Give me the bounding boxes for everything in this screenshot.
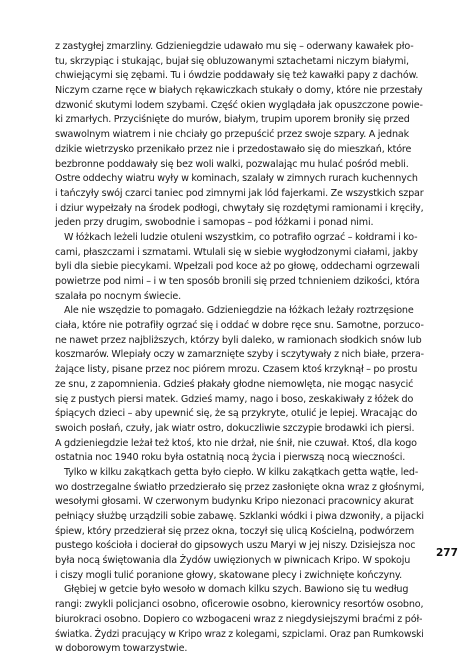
text-line: Ale nie wszędzie to pomagało. Gdzieniegdzie na łóżkach leżały roztrzęsione: [64, 305, 414, 317]
text-line: szalała po nocnym świecie.: [55, 290, 182, 302]
text-line: swoich posłań, czuły, jak wiatr ostro, dokuczliwie szczypie brodawki ich piersi.: [55, 422, 415, 434]
page-number: 277: [436, 547, 458, 559]
text-line: dzwonić skutymi lodem szybami. Część okien wyglądała jak opuszczone powie-: [55, 99, 423, 111]
text-line: pełniący służbę urządzili sobie zabawę. Szklanki wódki i piwa dzwoniły, a pijacki: [55, 511, 424, 522]
text-line: się z pustych piersi matek. Gdzieś mamy, nago i boso, zeskakiwały z łóżek do: [55, 393, 414, 405]
text-line: śpiących dzieci – aby upewnić się, że są przykryte, otulić je lepiej. Wracając do: [55, 408, 418, 420]
text-line: koszmarów. Wlepiały oczy w zamarznięte szyby i sczytywały z nich białe, przera-: [55, 349, 424, 361]
text-line: W łóżkach leżeli ludzie otuleni wszystkim, co potrafiło ogrzać – kołdrami i ko-: [64, 231, 418, 243]
text-line: ze snu, z zapomnienia. Gdzieś płakały głodne niemowlęta, nie mogąc nasycić: [55, 378, 414, 390]
text-line: i dziur wypełzały na środek podłogi, chwytały się rozdętymi ramionami i kręciły,: [55, 202, 424, 214]
text-line: ki zmarłych. Przyciśnięte do murów, białym, trupim uporem broniły się przed: [55, 114, 410, 126]
text-line: dzikie wietrzysko przenikało przez nie i przedostawało się do mieszkań, które: [55, 143, 412, 155]
text-line: tu, skrzypiąc i stukając, bujał się obluzowanymi sztachetami niczym białymi,: [55, 55, 409, 67]
text-line: powietrze pod nimi – i w ten sposób bronili się przed tchnieniem dzikości, która: [55, 276, 420, 287]
text-line: Głębiej w getcie było wesoło w domach kilku szych. Bawiono się tu według: [64, 584, 409, 596]
text-line: Niczym czarne ręce w białych rękawiczkach stukały o domy, które nie przestały: [55, 85, 423, 97]
text-line: i ciszy mogli tulić poranione głowy, skatowane plecy i zwichnięte kończyny.: [55, 569, 402, 581]
text-line: A gdzieniegdzie leżał też ktoś, kto nie drżał, nie śnił, nie czuwał. Ktoś, dla kogo: [55, 437, 417, 449]
text-line: ostatnia noc 1940 roku była ostatnią nocą życia i pierwszą nocą wieczności.: [55, 452, 406, 464]
text-line: biurokraci osobno. Dopiero co wzbogaceni wraz z niegdysiejszymi braćmi z pół-: [55, 613, 423, 625]
text-line: światka. Żydzi pracujący w Kripo wraz z kolegami, szpiclami. Oraz pan Rumkowski: [55, 628, 424, 640]
text-line: swawolnym wiatrem i nie chciały go przepuścić przez swoje szpary. A jednak: [55, 129, 410, 141]
text-line: była nocą świętowania dla Żydów uwięzionych w piwnicach Kripo. W spokoju: [55, 555, 411, 567]
text-line: żające listy, pisane przez noc piórem mrozu. Czasem ktoś krzyknął – po prostu: [55, 364, 418, 376]
text-line: z zastygłej zmarzliny. Gdzieniegdzie udawało mu się – oderwany kawałek pło-: [55, 41, 414, 52]
text-line: bezbronne poddawały się bez woli walki, pozwalając mu hulać pośród mebli.: [55, 158, 409, 170]
text-line: i tańczyły swój czarci taniec pod zimnymi jak lód fajerkami. Ze wszystkich szpar: [55, 187, 424, 199]
text-line: cami, płaszczami i szmatami. Wtulali się w siebie wygłodzonymi ciałami, jakby: [55, 246, 418, 258]
document-body: [55, 40, 424, 657]
text-line: pustego kościoła i docierał do gipsowych uszu Maryi w jej niszy. Dzisiejsza noc: [55, 540, 416, 552]
text-line: rangi: zwykli policjanci osobno, oficerowie osobno, kierownicy resortów osobno,: [55, 599, 424, 611]
text-line: ne nawet przez najbliższych, którzy byli daleko, w ramionach słodkich snów lub: [55, 334, 422, 346]
text-line: wo dostrzegalne światło przedzierało się przez zasłonięte okna wraz z głośnymi,: [55, 481, 425, 493]
text-line: śpiew, który przedzierał się przez okna, toczył się ulicą Kościelną, podwórzem: [55, 525, 415, 537]
text-line: chwiejącymi się zębami. Tu i ówdzie poddawały się też kawałki papy z dachów.: [55, 70, 419, 82]
text-line: byli dla siebie piecykami. Wpełzali pod koce aż po głowę, oddechami ogrzewali: [55, 261, 420, 273]
text-line: Tylko w kilku zakątkach getta było ciepło. W kilku zakątkach getta wątłe, led-: [64, 466, 419, 478]
text-line: jeden przy drugim, swobodnie i samopas – pod łóżkami i ponad nimi.: [55, 217, 374, 229]
text-line: wesołymi głosami. W czerwonym budynku Kripo niezonaci pracownicy akurat: [55, 496, 414, 508]
text-line: Ostre oddechy wiatru wyły w kominach, szalały w zimnych rurach kuchennych: [55, 173, 418, 185]
text-line: w doborowym towarzystwie.: [55, 643, 188, 655]
text-line: ciała, które nie potrafiły ogrzać się i oddać w dobre ręce snu. Samotne, porzuco-: [55, 320, 424, 332]
